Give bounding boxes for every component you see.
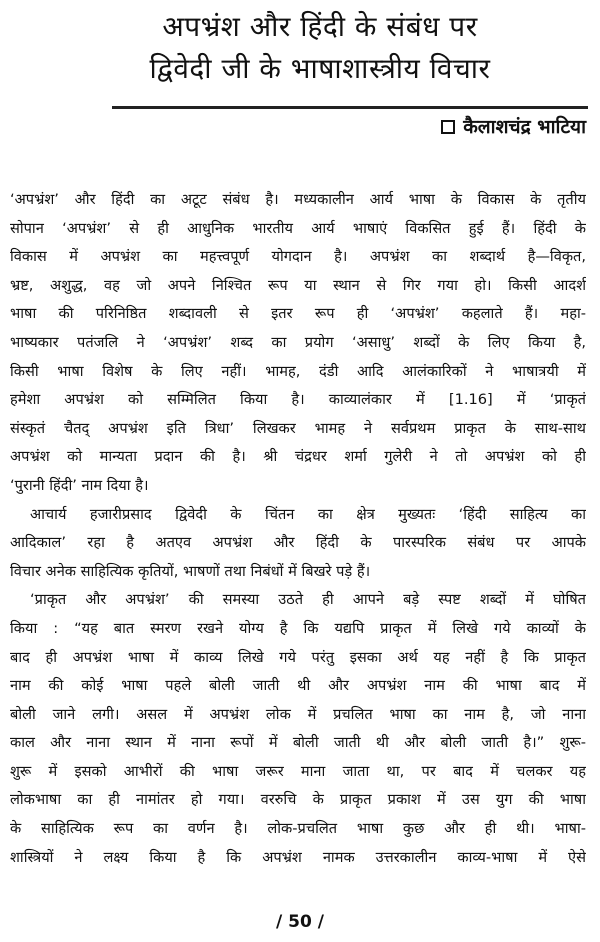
body-line: नाम की कोई भाषा पहले बोली जाती थी और अपभ्रंश नाम की भाषा बाद में bbox=[10, 677, 586, 695]
author-byline bbox=[441, 114, 586, 140]
title-line-2: द्विवेदी जी के भाषाशास्त्रीय विचार bbox=[149, 52, 491, 85]
body-line: किया : “यह बात स्मरण रखने योग्य है कि यद्यपि प्राकृत में लिखे गये काव्यों के bbox=[10, 619, 586, 637]
body-line: के साहित्यिक रूप का वर्णन है। लोक-प्रचलित भाषा कुछ और ही थी। भाषा- bbox=[10, 820, 586, 838]
author-name: कैलाशचंद्र भाटिया bbox=[463, 116, 586, 138]
page-number: / 50 / bbox=[276, 912, 324, 932]
body-line: हमेशा अपभ्रंश को सम्मिलित किया है। काव्यालंकार में [1.16] में ‘प्राकृतं bbox=[10, 391, 586, 409]
body-line: बाद ही अपभ्रंश भाषा में काव्य लिखे गये परंतु इसका अर्थ यह नहीं है कि प्राकृत bbox=[10, 648, 586, 666]
body-line: ‘अपभ्रंश’ और हिंदी का अटूट संबंध है। मध्यकालीन आर्य भाषा के विकास के तृतीय bbox=[10, 191, 586, 208]
body-line: आचार्य हजारीप्रसाद द्विवेदी के चिंतन का क्षेत्र मुख्यतः ‘हिंदी साहित्य का bbox=[30, 505, 586, 523]
title-underline bbox=[112, 106, 588, 109]
body-line: सोपान ‘अपभ्रंश’ से ही आधुनिक भारतीय आर्य भाषाएं विकसित हुई हैं। हिंदी के bbox=[10, 219, 586, 237]
body-line: बोली जाने लगी। असल में अपभ्रंश लोक में प्रचलित भाषा का नाम है, जो नाना bbox=[10, 705, 586, 723]
body-line: विचार अनेक साहित्यिक कृतियों, भाषणों तथा निबंधों में बिखरे पड़े हैं। bbox=[10, 562, 371, 580]
body-line: लोकभाषा का ही नामांतर हो गया। वररुचि के प्राकृत प्रकाश में उस युग की भाषा bbox=[10, 791, 586, 809]
body-line: भाषा की परिनिष्ठित शब्दावली से इतर रूप ही ‘अपभ्रंश’ कहलाते हैं। महा- bbox=[10, 305, 586, 323]
body-line: शास्त्रियों ने लक्ष्य किया है कि अपभ्रंश नामक उत्तरकालीन काव्य-भाषा में ऐसे bbox=[10, 848, 586, 866]
article-body bbox=[10, 186, 586, 872]
body-line: भ्रष्ट, अशुद्ध, वह जो अपने निश्चित रूप या स्थान से गिर गया हो। किसी आदर्श bbox=[10, 276, 586, 294]
body-line: अपभ्रंश को मान्यता प्रदान की है। श्री चंद्रधर शर्मा गुलेरी ने तो अपभ्रंश को ही bbox=[10, 448, 586, 466]
body-line: ‘प्राकृत और अपभ्रंश’ की समस्या उठते ही आपने बड़े स्पष्ट शब्दों में घोषित bbox=[30, 591, 586, 609]
body-line: भाष्यकार पतंजलि ने ‘अपभ्रंश’ शब्द का प्रयोग ‘असाधु’ शब्दों के लिए किया है, bbox=[10, 333, 586, 351]
body-line: विकास में अपभ्रंश का महत्त्वपूर्ण योगदान है। अपभ्रंश का शब्दार्थ है—विकृत, bbox=[10, 248, 586, 266]
body-line: शुरू में इसको आभीरों की भाषा जरूर माना जाता था, पर बाद में चलकर यह bbox=[10, 762, 586, 780]
square-bullet-icon bbox=[441, 120, 455, 134]
body-line: आदिकाल’ रहा है अतएव अपभ्रंश और हिंदी के पारस्परिक संबंध पर आपके bbox=[10, 534, 586, 552]
body-line: ‘पुरानी हिंदी’ नाम दिया है। bbox=[10, 476, 149, 494]
body-line: किसी भाषा विशेष के लिए नहीं। भामह, दंडी आदि आलंकारिकों ने भाषात्रयी में bbox=[10, 362, 586, 380]
article-title bbox=[60, 6, 580, 90]
body-line: संस्कृतं चैतद् अपभ्रंश इति त्रिधा’ लिखकर भामह ने सर्वप्रथम प्राकृत के साथ-साथ bbox=[10, 419, 586, 437]
title-line-1: अपभ्रंश और हिंदी के संबंध पर bbox=[162, 10, 478, 43]
body-line: काल और नाना स्थान में नाना रूपों में बोली जाती थी और बोली जाती है।” शुरू- bbox=[10, 734, 586, 752]
